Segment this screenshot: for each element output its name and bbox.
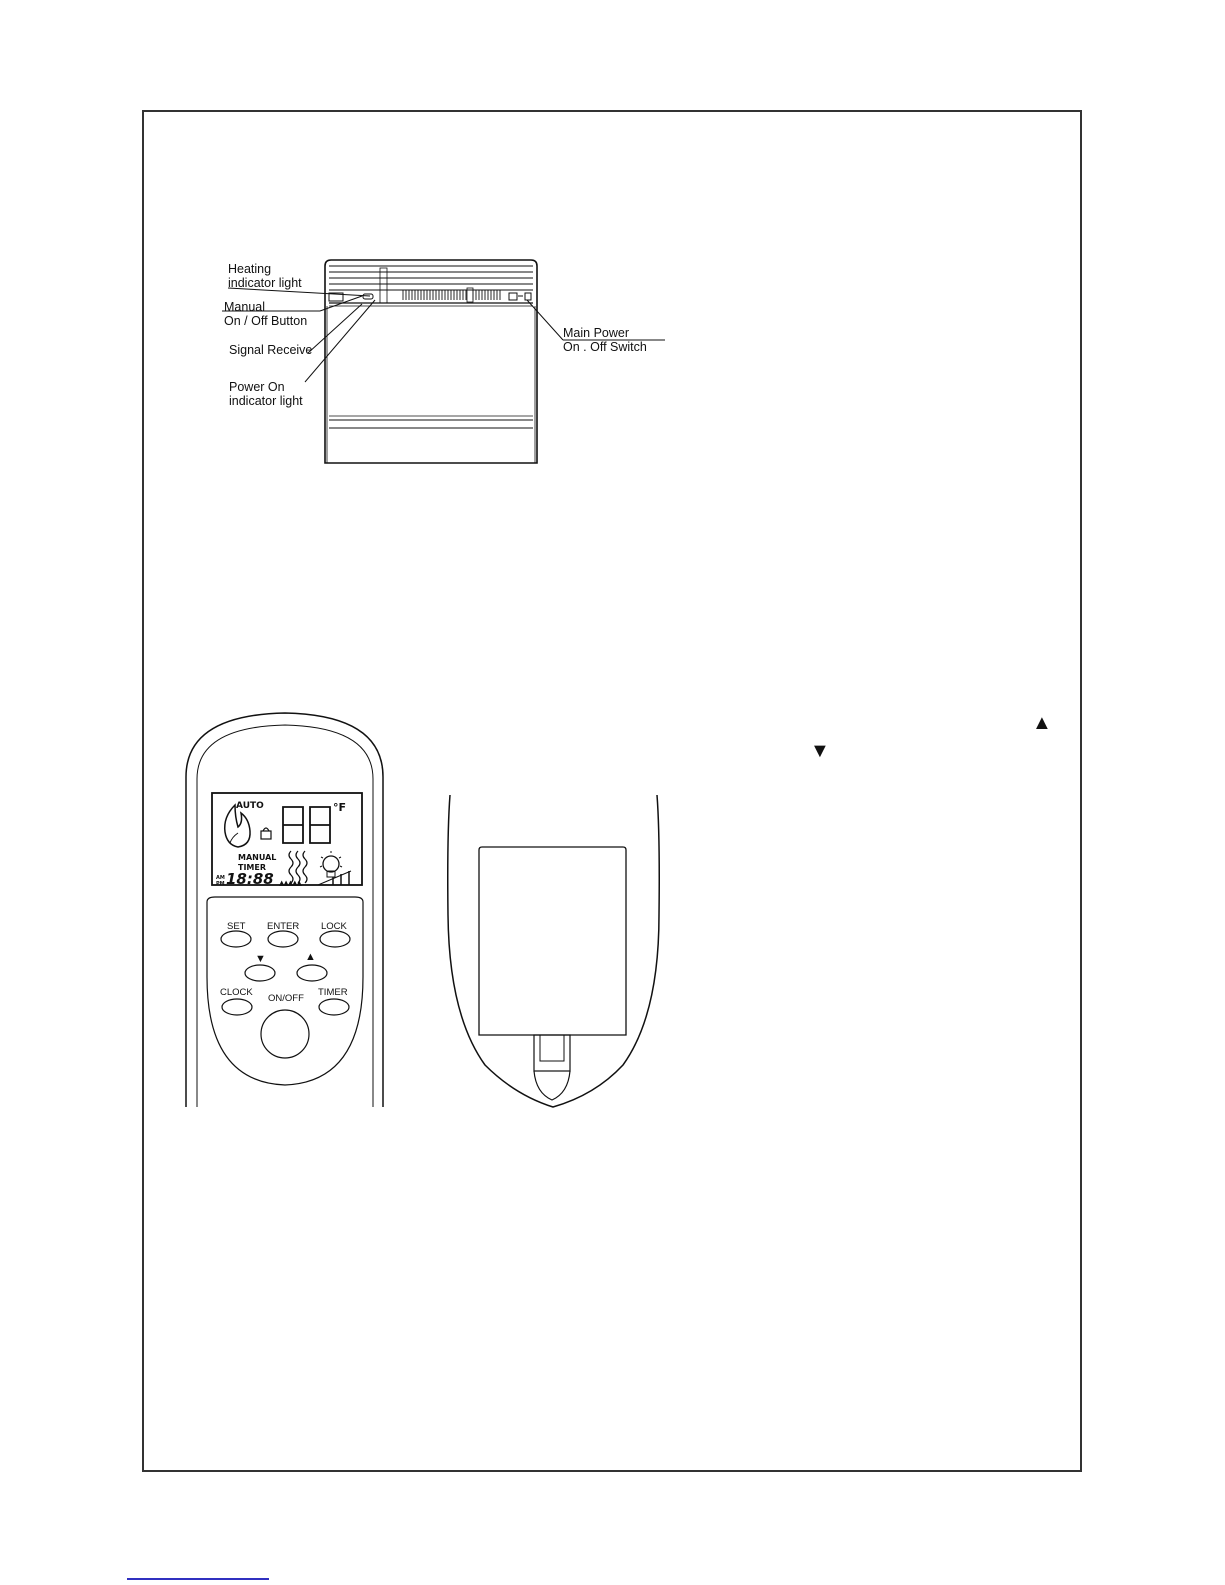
callout-line: indicator light — [229, 394, 303, 408]
callout-line: indicator light — [228, 276, 302, 290]
remote-outline — [183, 707, 388, 1107]
lcd-manual-label: MANUAL — [238, 853, 277, 862]
lcd-auto-label: AUTO — [236, 801, 264, 811]
callout-line: Manual — [224, 300, 265, 314]
callout-line: On / Off Button — [224, 314, 308, 328]
down-button[interactable]: ▼ — [255, 953, 266, 965]
lcd-unit-label: °F — [333, 801, 347, 814]
remote-control-front — [183, 707, 388, 1107]
main-power-switch-callout — [563, 326, 647, 354]
remote-control-back — [445, 795, 663, 1110]
callout-line: Main Power — [563, 326, 629, 340]
lock-button[interactable]: LOCK — [321, 921, 347, 932]
footer-rule — [127, 1578, 269, 1580]
lcd-am-label: AM — [216, 875, 225, 881]
manual-button-callout — [224, 300, 307, 328]
signal-receive-callout — [229, 343, 312, 357]
lcd-timer-label: TIMER — [238, 863, 267, 872]
lcd-level-icons: ▲▲▲▲▲ — [279, 879, 301, 887]
on-off-button[interactable]: ON/OFF — [268, 993, 304, 1004]
callout-line: On . Off Switch — [563, 340, 647, 354]
up-arrow-icon: ▲ — [1032, 712, 1052, 734]
enter-button[interactable]: ENTER — [267, 921, 300, 932]
callout-line: Heating — [228, 262, 272, 276]
callout-line: Power On — [229, 380, 285, 394]
callout-line: Signal Receive — [229, 343, 313, 357]
lcd-clock-digits: 18:88 — [226, 870, 274, 888]
clock-button[interactable]: CLOCK — [220, 987, 253, 998]
down-arrow-icon: ▼ — [810, 740, 830, 762]
set-button[interactable]: SET — [227, 921, 246, 932]
timer-button[interactable]: TIMER — [318, 987, 348, 998]
power-on-indicator-callout — [229, 380, 303, 408]
heating-indicator-callout — [228, 262, 302, 290]
up-button[interactable]: ▲ — [305, 951, 316, 963]
lcd-pm-label: PM — [216, 881, 225, 887]
